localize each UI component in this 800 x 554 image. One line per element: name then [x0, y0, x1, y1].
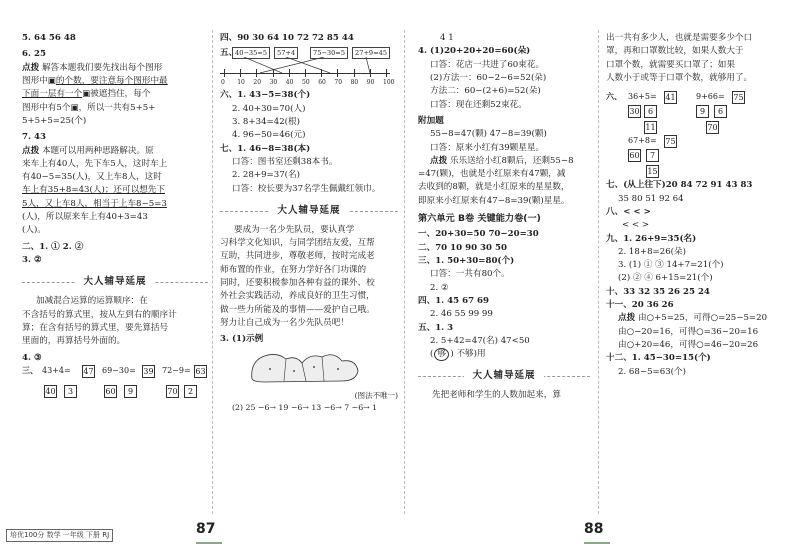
column-divider — [212, 30, 213, 514]
hint-text: 被遮挡住，每个 — [90, 89, 151, 100]
number-line-tick-label: 30 — [269, 79, 278, 87]
hint-text: =47(颗)，也就是小红原来有47颗，减 — [418, 169, 566, 180]
number-line-tick-label: 60 — [318, 79, 326, 87]
hint-label: 点拨 — [430, 155, 448, 166]
banner-text: 大人辅导延展 — [269, 205, 348, 216]
hint-text: ，所以一共有5+5+ — [78, 102, 156, 113]
split-box: 70 — [707, 123, 718, 133]
section-label: 三、 — [22, 364, 38, 375]
note-text: (图法不唯一) — [354, 390, 398, 400]
number-line-tick-label: 20 — [253, 79, 262, 87]
equation-box: 27+9=45 — [352, 47, 390, 59]
answer-line: 方法二：60−(2+6)=52(朵) — [430, 86, 541, 97]
number-line-tick — [354, 69, 355, 77]
stones-illustration — [250, 349, 360, 383]
answer-line: 6. 25 — [22, 49, 46, 60]
answer-line — [418, 348, 590, 361]
hint-text: 图形中 — [22, 75, 48, 86]
answer-line: 3. ② — [22, 255, 42, 265]
answer-line: 一、20+30=50 70−20=30 — [418, 229, 539, 240]
answer-line: (2) 25 −6→ 19 −6→ 13 −6→ 7 −6→ 1 — [232, 402, 378, 412]
tutor-text: 先把老师和学生的人数加起来，算 — [432, 390, 561, 401]
tutor-text: 不含括号的算式里，按从左到右的顺序计 — [22, 309, 177, 320]
number-line-tick — [337, 69, 338, 77]
hint-text: 由○−20=16，可得○=36−20=16 — [618, 326, 759, 337]
answer-line: 3. (1)示例 — [220, 334, 264, 345]
tutor-text: 出一共有多少人，也就是需要多少个口 — [606, 33, 753, 43]
split-box: 60 — [105, 386, 116, 396]
answer-box: 41 — [665, 93, 676, 103]
answer-line: (2)方法一：60−2−6=52(朵) — [430, 72, 547, 83]
answer-line: 九、1. 26+9=35(名) — [606, 233, 697, 244]
hint-text: (人)。 — [22, 225, 46, 236]
hint-label: 点拨 — [22, 145, 40, 156]
answer-line: 35 80 51 92 64 — [618, 193, 684, 204]
answer-line: 3. (1) ① ③ 14+7=21(个) — [618, 260, 724, 271]
number-line-tick — [305, 69, 306, 77]
banner-text: 大人辅导延展 — [464, 370, 543, 381]
answer-line: 2. 28+9=37(名) — [232, 170, 300, 181]
tutor-text: 同时，还要积极参加各种有益的课外、校 — [220, 278, 375, 289]
hint-label: 点拨 — [22, 62, 40, 73]
answer-line: 三、1. 50+30=80(个) — [418, 255, 515, 266]
number-line-figure — [220, 47, 398, 87]
split-box: 70 — [167, 386, 178, 396]
answer-line: 2. 68−5=63(个) — [618, 366, 686, 377]
hint-text: 5人，又上车8人，相当于上车8−5=3 — [22, 198, 167, 209]
equation: 43+4= — [42, 365, 71, 375]
section-label: 六、 — [606, 91, 622, 102]
split-tree — [606, 135, 786, 179]
number-line-tick-label: 50 — [302, 79, 310, 87]
number-line-tick — [224, 69, 225, 77]
answer-line: 六、1. 43−5=38(个) — [220, 90, 311, 101]
hint-text: 本题可以用两种思路解决。原 — [41, 145, 154, 156]
answer-line: 十、33 32 35 26 25 24 — [606, 286, 710, 297]
column-3 — [418, 32, 590, 403]
page-number-right: 88 — [584, 519, 610, 544]
answer-line: 口答：原来小红有39颗星星。 — [430, 142, 545, 153]
hint-text: 车上有35+8=43(人)；还可以想先下 — [22, 185, 165, 196]
tutor-text: 师布置的作业，在努力学好各门功课的 — [220, 264, 367, 275]
answer-line: 4. 96−50=46(元) — [232, 130, 306, 141]
answer-box: 75 — [665, 137, 676, 147]
hint-text: 的个数，要注意每个图形中最 — [55, 75, 168, 86]
number-line-tick-label: 100 — [383, 79, 395, 87]
tutor-banner — [220, 204, 398, 218]
answer-box: 39 — [143, 366, 154, 376]
hint-text: 乐乐送给小红8颗后，还剩55−8 — [449, 155, 574, 166]
hint-text: 下面一层有一个 — [22, 89, 83, 100]
tutor-text: 要成为一名少先队员，要认真学 — [234, 224, 355, 235]
answer-line: 口答：图书室还剩38本书。 — [232, 156, 338, 167]
tutor-text: 做一些力所能及的事情——爱护自己哦。 — [220, 304, 375, 315]
split-box: 9 — [696, 105, 709, 118]
answer-line: 4 1 — [440, 33, 454, 43]
answer-line: 七、(从上往下)20 84 72 91 43 83 — [606, 180, 753, 191]
answer-line: 七、1. 46−8=38(本) — [220, 143, 311, 154]
hint-text: 5+5+5=25(个) — [22, 115, 87, 126]
column-divider — [598, 30, 599, 514]
equation: 69−30= — [102, 365, 136, 375]
number-line-tick — [273, 69, 274, 77]
split-box: 60 — [629, 151, 640, 161]
number-line-tick-label: 10 — [237, 79, 245, 87]
answer-line: 口答：校长要为37名学生佩戴红领巾。 — [232, 183, 381, 194]
hint-text: 由○+5=25，可得○=25−5=20 — [637, 313, 768, 324]
hint-text: 去收到的8颗，就是小红原来的星星数， — [418, 182, 570, 193]
number-line-tick — [240, 69, 241, 77]
split-box: 3 — [64, 385, 77, 398]
answer-line: 2. 40+30=70(人) — [232, 103, 306, 114]
equation-box: 75−30=5 — [310, 47, 348, 59]
column-2 — [220, 32, 398, 414]
answer-line: 5. 64 56 48 — [22, 33, 76, 43]
equation: 9+66= — [696, 92, 725, 102]
hint-text: (人)，所以原来车上有40+3=43 — [22, 212, 148, 223]
answer-line: 十一、20 36 26 — [606, 300, 674, 311]
number-line-tick-label: 90 — [366, 79, 375, 87]
answer-line: 2. 18+8=26(朵) — [618, 246, 686, 257]
tutor-text: 人数小于或等于口罩个数，就够用了。 — [606, 72, 753, 83]
equation: 72−9= — [162, 365, 191, 375]
answer-line: 五、1. 3 — [418, 322, 454, 333]
page-gutter — [404, 30, 405, 514]
answer-line: 八、< < > — [606, 206, 651, 217]
tutor-text: 里面的，再算括号外面的。 — [22, 336, 126, 347]
tutor-text: 口罩个数，就需要买口罩了；如果 — [606, 59, 735, 70]
answer-line: (2) ② ④ 6+15=21(个) — [618, 273, 713, 284]
split-box: 15 — [647, 167, 658, 177]
split-trees — [22, 365, 208, 399]
answer-line: 口答：现在还剩52束花。 — [430, 99, 527, 110]
answer-line: 二、70 10 90 30 50 — [418, 242, 507, 253]
answer-line: 55−8=47(颗) 47−8=39(颗) — [430, 129, 547, 140]
answer-line: 十二、1. 45−30=15(个) — [606, 353, 711, 364]
answer-line: 四、1. 45 67 69 — [418, 295, 490, 306]
section-heading: 附加题 — [418, 115, 444, 126]
tutor-text: 努力让自己成为一名少先队员吧！ — [220, 318, 349, 328]
page-number-left: 87 — [196, 519, 222, 544]
tutor-text: 算；在含有括号的算式里，要先算括号 — [22, 322, 169, 333]
split-box: 6 — [644, 105, 657, 118]
column-4 — [606, 32, 786, 379]
unit-title: 第六单元 B卷 关键能力卷(一) — [418, 213, 541, 225]
answer-line: 四、90 30 64 10 72 72 85 44 — [220, 33, 354, 43]
equation: 36+5= — [628, 92, 657, 102]
split-box: 2 — [184, 385, 197, 398]
tutor-text: 习科学文化知识，与同学团结友爱，互帮 — [220, 238, 375, 249]
number-line-tick — [321, 69, 322, 77]
hint-label: 点拨 — [618, 313, 636, 324]
number-line-tick-label: 80 — [350, 79, 359, 87]
answer-line: 口答：花店一共进了60束花。 — [430, 59, 545, 70]
hint-text: 来车上有40人，先下车5人，这时车上 — [22, 158, 168, 169]
equation-box: 57+4 — [274, 47, 298, 59]
cube-icon: ▣ — [47, 75, 56, 86]
answer-box: 47 — [83, 366, 94, 376]
split-box: 9 — [124, 385, 137, 398]
cube-icon: ▣ — [82, 89, 91, 100]
answer-line: 2. 46 55 99 99 — [430, 309, 493, 320]
hint-text: 解答本题我们要先找出每个图形 — [41, 62, 163, 73]
connector-lines — [220, 57, 398, 73]
answer-line: 7. 43 — [22, 132, 46, 143]
number-line-tick-label: 40 — [285, 79, 294, 87]
paren: ( — [430, 349, 434, 360]
split-box: 6 — [714, 105, 727, 118]
split-box: 11 — [645, 123, 656, 133]
tutor-text: 加减混合运算的运算顺序：在 — [36, 296, 148, 307]
number-line-tick-label: 70 — [334, 79, 343, 87]
tutor-text: 互助，共同进步，尊敬老师，按时完成老 — [220, 251, 375, 262]
tutor-banner — [22, 275, 208, 289]
section-label: 五、 — [220, 48, 238, 59]
split-trees — [606, 91, 786, 135]
number-line-tick — [370, 69, 371, 77]
answer-box: 75 — [733, 93, 744, 103]
answer-line: 二、1. ① 2. ② — [22, 241, 84, 252]
tutor-text: 罩，再和口罩数比较，如果人数大于 — [606, 46, 744, 57]
hint-text: 由○+20=46，可得○=46−20=26 — [618, 340, 759, 350]
split-box: 7 — [646, 149, 659, 162]
number-line-tick — [256, 69, 257, 77]
answer-box: 63 — [195, 366, 206, 376]
cube-icon: ▣ — [70, 102, 79, 113]
number-line-tick-label: 0 — [221, 79, 225, 87]
equation-box: 40−35=5 — [232, 47, 270, 59]
answer-line: 2. 5+42=47(名) 47<50 — [430, 335, 530, 346]
tutor-text: 外社会实践活动，养成良好的卫生习惯， — [220, 291, 375, 302]
equation: 67+8= — [628, 136, 657, 146]
answer-text: ) 不够)用 — [450, 349, 486, 360]
answer-line: 4. (1)20+20+20=60(朵) — [418, 46, 531, 57]
hint-text: 即原来小红原来有47−8=39(颗)星星。 — [418, 195, 570, 206]
answer-line: 4. ③ — [22, 352, 42, 363]
hint-text: 有40−5=35(人)，又上车8人，这时 — [22, 172, 162, 183]
split-box: 40 — [45, 386, 56, 396]
tutor-banner — [418, 369, 590, 383]
answer-line: < < > — [622, 220, 650, 231]
number-line-tick — [386, 69, 387, 77]
circled-answer: 够 — [434, 348, 449, 361]
banner-text: 大人辅导延展 — [75, 276, 154, 287]
answer-line: 3. 8+34=42(根) — [232, 116, 300, 127]
answer-line: 口答：一共有80个。 — [430, 269, 510, 280]
column-1 — [22, 32, 208, 399]
answer-line: 2. ② — [430, 282, 449, 293]
split-box: 30 — [629, 107, 640, 117]
book-footer-label: 培优100分 数学 一年级 下册 RJ — [6, 529, 113, 542]
hint-text: 图形中有5个 — [22, 102, 71, 113]
number-line-tick — [289, 69, 290, 77]
